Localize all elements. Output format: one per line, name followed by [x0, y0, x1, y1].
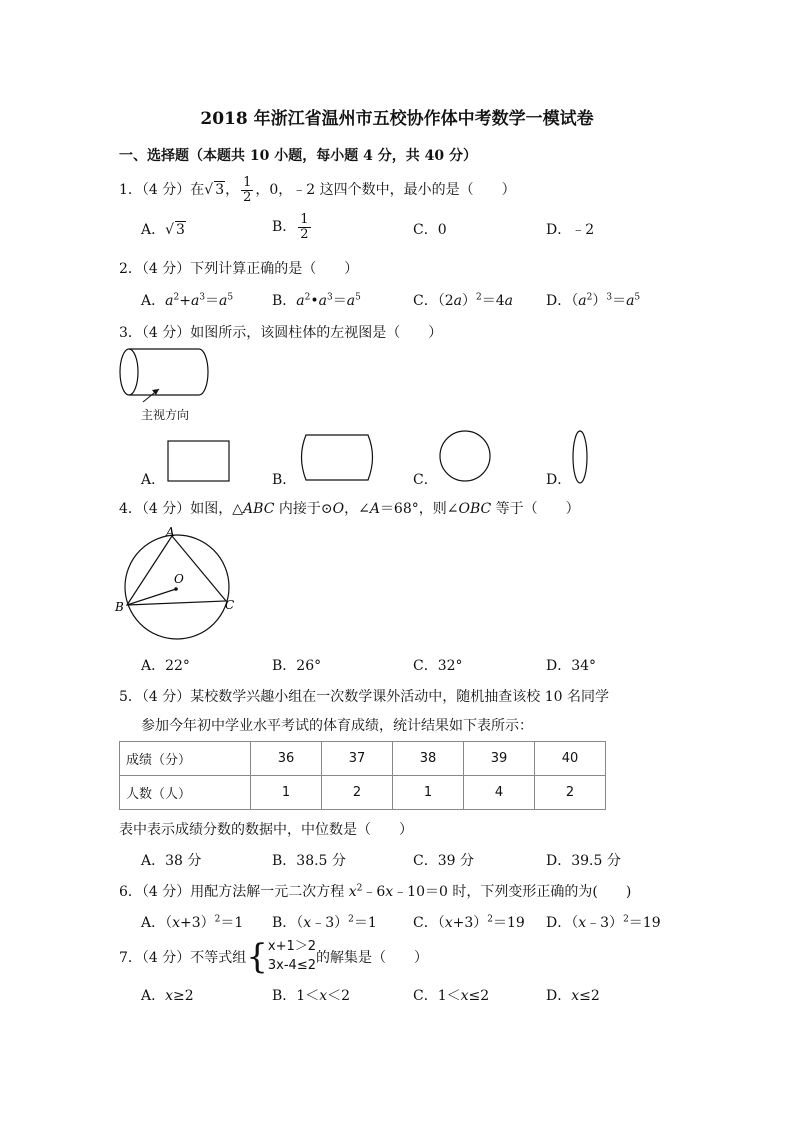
inequality-2: 3x-4≤2 — [267, 957, 316, 973]
question-6: 6．（4 分）用配方法解一元二次方程 $x^2﹣6x﹣10=0$ 时，下列变形正确的为( ) — [119, 883, 632, 900]
question-5-line-1: 5．（4 分）某校数学兴趣小组在一次数学课外活动中，随机抽查该校 10 名同学 — [119, 689, 609, 705]
table-cell: 36 — [251, 742, 322, 776]
question-7: 7．（4 分）不等式组{ x+1＞2 3x-4≤2 的解集是（ ） — [119, 936, 429, 977]
system-brace: { — [246, 936, 268, 977]
question-3: 3．（4 分）如图所示，该圆柱体的左视图是（ ） — [119, 325, 443, 341]
q3-option-d-label[interactable]: D． — [546, 472, 572, 488]
q6-option-b[interactable]: B．（x﹣3）$^2$＝1 — [272, 914, 377, 931]
q3-option-d-ellipse[interactable] — [569, 428, 593, 488]
section-heading: 一、选择题（本题共 10 小题，每小题 4 分，共 40 分） — [119, 148, 477, 164]
q5-option-a[interactable]: A．38 分 — [141, 853, 202, 869]
q2-option-d[interactable]: D．$(a^2)^3=a^5$ — [546, 292, 641, 309]
q7-option-a[interactable]: A．x≥2 — [141, 988, 194, 1004]
q6-option-a[interactable]: A．$(x+3)^2=1$ — [141, 914, 244, 931]
table-cell: 2 — [322, 776, 393, 810]
q2-option-b[interactable]: B．$a^2•a^3=a^5$ — [272, 292, 361, 309]
table-header-cell: 成绩（分） — [120, 742, 251, 776]
label-b: B — [115, 600, 124, 614]
fraction: $\frac{1}{2}$ — [243, 175, 252, 205]
table-row — [120, 742, 606, 776]
table-cell: 4 — [464, 776, 535, 810]
view-direction-caption: 主视方向 — [141, 408, 190, 422]
table-cell: 40 — [535, 742, 606, 776]
q1-option-a[interactable]: A．√ 3 — [141, 222, 185, 238]
q3-option-a-rectangle[interactable] — [166, 438, 232, 484]
q5-option-d[interactable]: D．39.5 分 — [546, 853, 621, 869]
inequality-1: x+1＞2 — [267, 939, 317, 954]
q4-option-b[interactable]: B．26° — [272, 658, 322, 674]
center-point — [174, 587, 178, 591]
cylinder-figure — [115, 343, 215, 403]
question-5-line-2: 参加今年初中学业水平考试的体育成绩，统计结果如下表所示： — [141, 718, 533, 734]
q7-option-b[interactable]: B．1＜x＜2 — [272, 988, 351, 1004]
q5-option-b[interactable]: B．38.5 分 — [272, 853, 346, 869]
table-cell: 37 — [322, 742, 393, 776]
q1-option-b[interactable]: B． $\frac{1}{2}$ — [272, 212, 309, 242]
q3-option-c-label[interactable]: C． — [413, 472, 438, 488]
q3-option-b-barrel[interactable] — [298, 432, 378, 484]
q2-option-a[interactable]: A．$a^2+a^3=a^5$ — [141, 292, 234, 309]
table-cell: 38 — [393, 742, 464, 776]
q1-option-c[interactable]: C．0 — [413, 222, 447, 238]
q3-option-b-label[interactable]: B． — [272, 472, 297, 488]
q4-option-c[interactable]: C．32° — [413, 658, 463, 674]
table-header-cell: 人数（人） — [120, 776, 251, 810]
question-4: 4．（4 分）如图，△ABC 内接于⊙O，∠A＝68°，则∠OBC 等于（ ） — [119, 501, 580, 517]
q7-option-d[interactable]: D．x≤2 — [546, 988, 600, 1004]
label-o: O — [174, 572, 184, 586]
q1-option-d[interactable]: D．﹣2 — [546, 222, 595, 238]
label-a: A — [166, 527, 175, 539]
q5-option-c[interactable]: C．39 分 — [413, 853, 474, 869]
table-cell: 1 — [393, 776, 464, 810]
q3-option-a-label[interactable]: A． — [141, 472, 166, 488]
question-2: 2．（4 分）下列计算正确的是（ ） — [119, 261, 359, 277]
segment-ob — [127, 589, 176, 605]
label-c: C — [225, 598, 235, 612]
circumcircle — [125, 535, 229, 639]
q3-option-c-circle[interactable] — [437, 429, 493, 483]
circle-triangle-figure — [114, 527, 244, 643]
table-cell: 39 — [464, 742, 535, 776]
q4-option-d[interactable]: D．34° — [546, 658, 597, 674]
question-5-follow: 表中表示成绩分数的数据中，中位数是（ ） — [119, 822, 413, 838]
table-row — [120, 776, 606, 810]
table-cell: 1 — [251, 776, 322, 810]
q6-option-c[interactable]: C．$(x+3)^2=19$ — [413, 914, 525, 931]
q2-option-c[interactable]: C．$(2a)^2=4a$ — [413, 292, 513, 309]
inequality-system — [268, 938, 316, 976]
q7-option-c[interactable]: C．1＜x≤2 — [413, 988, 490, 1004]
q6-option-d[interactable]: D．（x﹣3）$^2$＝19 — [546, 914, 661, 931]
triangle-abc — [127, 536, 226, 605]
table-cell: 2 — [535, 776, 606, 810]
page-title: 2018 年浙江省温州市五校协作体中考数学一模试卷 — [200, 109, 594, 129]
score-table — [119, 741, 606, 810]
question-1: 1．（4 分）在√ 3， $\frac{1}{2}$ ，0，﹣2 这四个数中，最小的是（ ） — [119, 175, 516, 205]
q4-option-a[interactable]: A．22° — [141, 658, 190, 674]
